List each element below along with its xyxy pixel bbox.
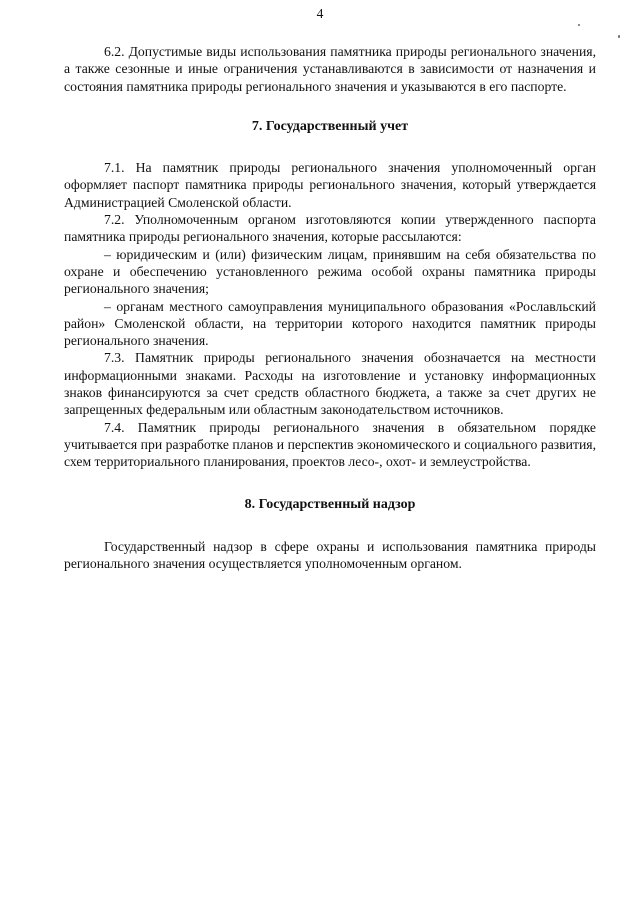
section-7-heading: 7. Государственный учет xyxy=(251,118,409,134)
document-body xyxy=(64,43,596,572)
page-number: 4 xyxy=(316,6,324,21)
paragraph-6-2: 6.2. Допустимые виды использования памятника природы регионального значения, а также сезонные и иные ограничения устанавливаются в зависимости от назначения и состояния памятника природы регионального значения и указываются в его паспорте. xyxy=(64,44,596,94)
paragraph-7-2-item-b: – органам местного самоуправления муниципального образования «Рославльский район» Смоленской области, на территории которого находится памятник природы регионального значения. xyxy=(64,298,596,349)
paragraph-7-2-item-a: – юридическим и (или) физическим лицам, принявшим на себя обязательства по охране и обеспечению установленного режима особой охраны памятника природы регионального значения; xyxy=(64,246,596,297)
paragraph-7-4: 7.4. Памятник природы регионального значения в обязательном порядке учитывается при разработке планов и перспектив экономического и социального развития, схем территориального планирования, проектов лесо-, охот- и землеустройства. xyxy=(64,419,596,470)
paragraph-7-3: 7.3. Памятник природы регионального значения обозначается на местности информационными знаками. Расходы на изготовление и установку информационных знаков финансируются за счет средств областного бюджета, а также за счет других не запрещенных федеральным или областным законодательством источников. xyxy=(64,350,596,418)
paragraph-7-2: 7.2. Уполномоченным органом изготовляются копии утвержденного паспорта памятника природы регионального значения, которые рассылаются: xyxy=(64,212,596,245)
scan-speck xyxy=(618,35,620,38)
section-8-heading: 8. Государственный надзор xyxy=(244,496,416,512)
scan-speck xyxy=(578,24,580,26)
paragraph-8: Государственный надзор в сфере охраны и использования памятника природы регионального значения осуществляется уполномоченным органом. xyxy=(64,538,596,572)
paragraph-7-1: 7.1. На памятник природы регионального значения уполномоченный орган оформляет паспорт памятника природы регионального значения, который утверждается Администрацией Смоленской области. xyxy=(64,160,596,210)
